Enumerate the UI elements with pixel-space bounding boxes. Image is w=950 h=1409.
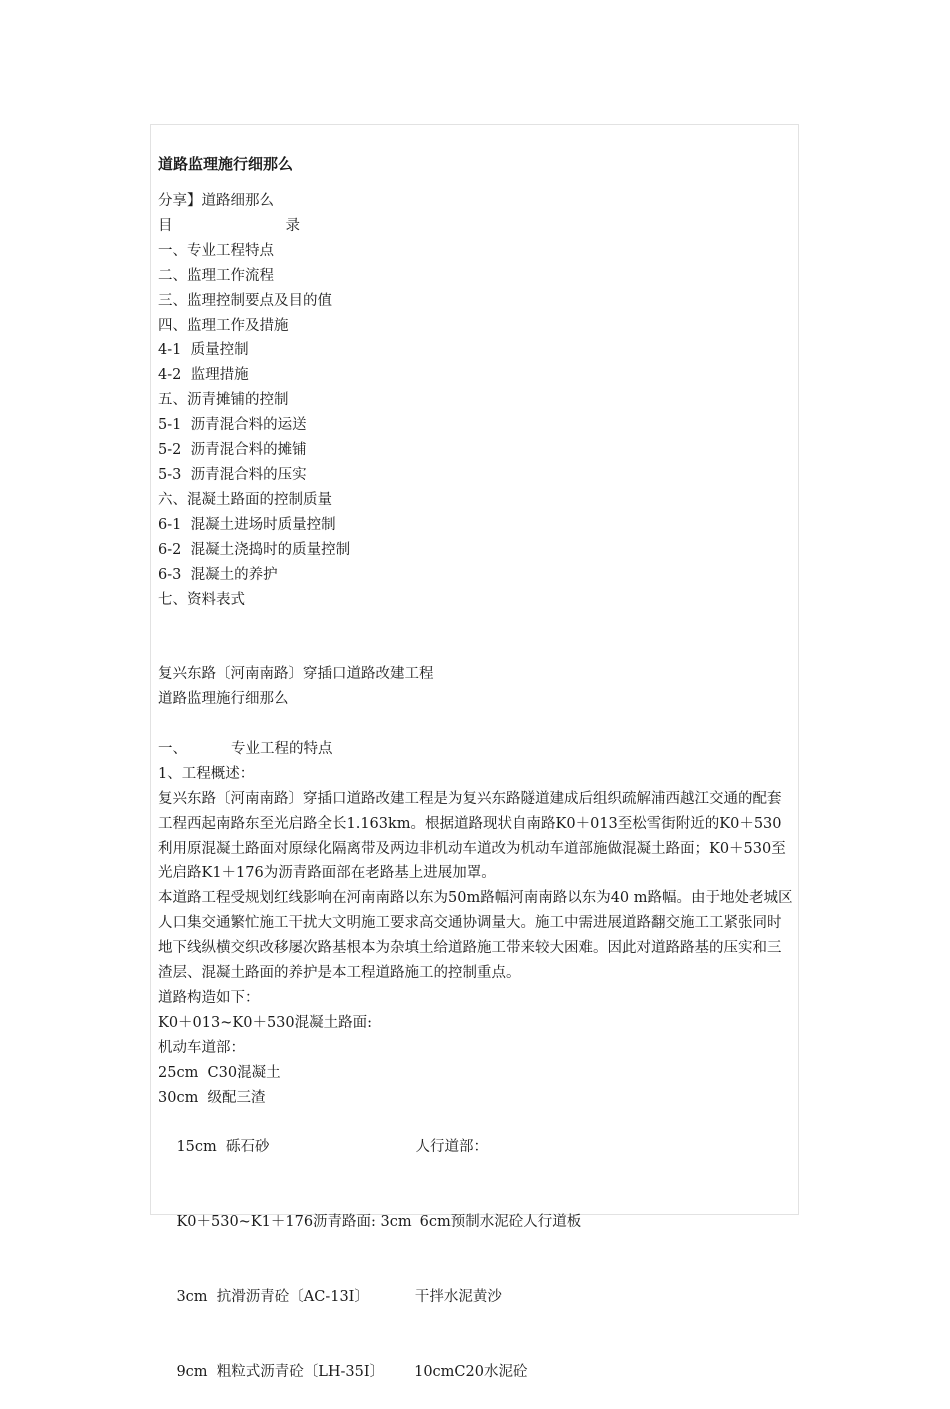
toc-item: 四、监理工作及措施 [158, 317, 289, 334]
concrete-layer: 10cmC20水泥砼 [414, 1363, 528, 1380]
segment-concrete: K0＋013~K0＋530混凝土路面: [158, 1014, 373, 1031]
structure-label: 道路构造如下： [158, 989, 260, 1006]
layer-gravel: 15cm 砾石砂 [176, 1139, 270, 1156]
motor-lane-label: 机动车道部： [158, 1039, 245, 1056]
subsection-heading: 1、工程概述： [158, 765, 255, 782]
sand-layer: 干拌水泥黄沙 [414, 1288, 502, 1305]
toc-item: 5-1 沥青混合料的运送 [158, 417, 307, 434]
paragraph: 本道路工程受规划红线影响在河南南路以东为50m路幅河南南路以东为40 m路幅。由于地处老城区人口集交通繁忙施工干扰大文明施工要求高交通协调量大。施工中需进展道路翻交施工工紧张同时地下线纵横交织改移屡次路基根本为杂填土给道路施工带来较大困难。因此对道路路基的压实和三渣层、混凝土路面的养护是本工程道路施工的控制重点。 [158, 890, 793, 982]
toc-heading-right: 录 [285, 217, 300, 234]
document-title: 道路监理施行细那么 [158, 155, 294, 173]
toc-item: 五、沥青摊铺的控制 [158, 392, 289, 409]
section-number: 一、 [158, 740, 187, 757]
asphalt-layer-2: 9cm 粗粒式沥青砼〔LH-35Ⅰ〕 [176, 1363, 385, 1380]
segment-asphalt-left: K0＋530~K1＋176沥青路面: 3cm [176, 1214, 412, 1231]
sidewalk-label: 人行道部： [415, 1139, 488, 1156]
toc-item: 六、混凝土路面的控制质量 [158, 491, 332, 508]
layer-row [158, 1110, 794, 1185]
layer-row [158, 1260, 794, 1335]
sidewalk-slab: 6cm预制水泥砼人行道板 [419, 1214, 582, 1231]
toc-item: 5-3 沥青混合料的压实 [158, 466, 307, 483]
toc-item: 5-2 沥青混合料的摊铺 [158, 442, 307, 459]
section-heading [158, 737, 794, 762]
segment-asphalt [158, 1185, 794, 1260]
toc-item: 4-2 监理措施 [158, 367, 249, 384]
toc-item: 三、监理控制要点及目的值 [158, 292, 332, 309]
toc-item: 6-1 混凝土进场时质量控制 [158, 516, 336, 533]
toc-heading-left: 目 [158, 217, 173, 234]
toc-item: 二、监理工作流程 [158, 267, 274, 284]
project-doc-title: 道路监理施行细那么 [158, 691, 289, 708]
asphalt-layer-1: 3cm 抗滑沥青砼〔AC-13Ⅰ〕 [176, 1288, 369, 1305]
toc-item: 6-3 混凝土的养护 [158, 566, 278, 583]
layer-row: 25cm C30混凝土 [158, 1064, 281, 1081]
table-of-contents [158, 239, 794, 613]
layer-row: 30cm 级配三渣 [158, 1089, 266, 1106]
document-body [158, 150, 794, 1409]
section-title: 专业工程的特点 [231, 740, 333, 757]
toc-heading [158, 214, 794, 239]
toc-item: 七、资料表式 [158, 591, 245, 608]
toc-item: 4-1 质量控制 [158, 342, 249, 359]
layer-row [158, 1335, 794, 1409]
toc-item: 一、专业工程特点 [158, 242, 274, 259]
paragraph: 复兴东路〔河南南路〕穿插口道路改建工程是为复兴东路隧道建成后组织疏解浦西越江交通的配套工程西起南路东至光启路全长1.163km。根据道路现状自南路K0＋013至松雪街附近的K0＋530利用原混凝土路面对原绿化隔离带及两边非机动车道改为机动车道部施做混凝土路面；K0＋530至光启路K1＋176为沥青路面部在老路基上进展加罩。 [158, 790, 786, 882]
project-name: 复兴东路〔河南南路〕穿插口道路改建工程 [158, 666, 434, 683]
toc-item: 6-2 混凝土浇捣时的质量控制 [158, 541, 351, 558]
share-line: 分享】道路细那么 [158, 193, 274, 209]
